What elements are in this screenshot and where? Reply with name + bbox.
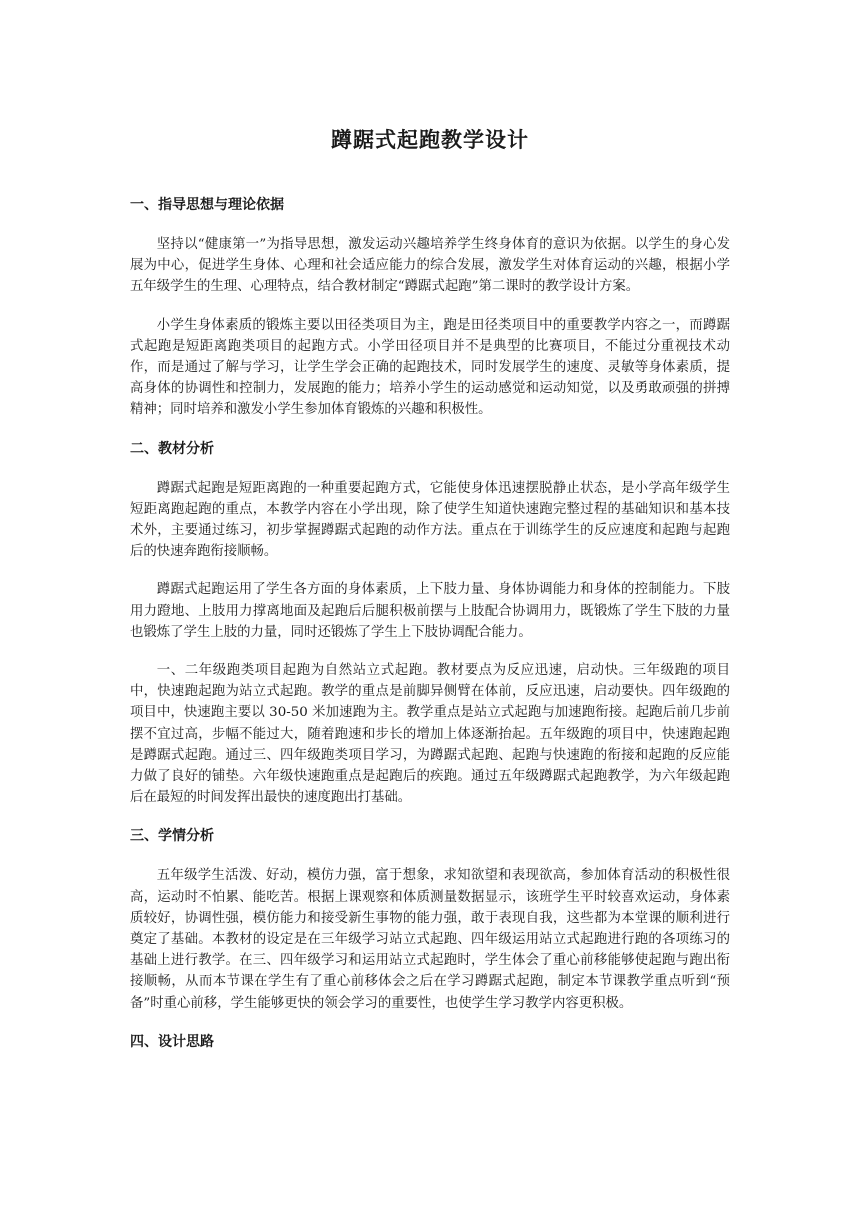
section-student-analysis	[130, 825, 730, 1013]
section-heading: 三、学情分析	[130, 828, 214, 845]
document-body	[130, 194, 730, 1071]
paragraph: 五年级学生活泼、好动，模仿力强，富于想象，求知欲望和表现欲高，参加体育活动的积极性很高，运动时不怕累、能吃苦。根据上课观察和体质测量数据显示，该班学生平时较喜欢运动，身体素质较好，协调性强，模仿能力和接受新生事物的能力强，敢于表现自我，这些都为本堂课的顺利进行奠定了基础。本教材的设定是在三年级学习站立式起跑、四年级运用站立式起跑进行跑的各项练习的基础上进行教学。在三、四年级学习和运用站立式起跑时，学生体会了重心前移能够使起跑与跑出衔接顺畅，从而本节课在学生有了重心前移体会之后在学习蹲踞式起跑，制定本节课教学重点听到“预备”时重心前移，学生能够更快的领会学习的重要性，也使学生学习教学内容更积极。	[130, 868, 730, 1011]
section-heading: 四、设计思路	[130, 1033, 214, 1050]
paragraph: 一、二年级跑类项目起跑为自然站立式起跑。教材要点为反应迅速，启动快。三年级跑的项目中，快速跑起跑为站立式起跑。教学的重点是前脚异侧臂在体前，反应迅速，启动要快。四年级跑的项目中，快速跑主要以 30-50 米加速跑为主。教学重点是站立式起跑与加速跑衔接。起跑后前几步前摆不宜过高，步幅不能过大，随着跑速和步长的增加上体逐渐抬起。五年级跑的项目中，快速跑起跑是蹲踞式起跑。通过三、四年级跑类项目学习，为蹲踞式起跑、起跑与快速跑的衔接和起跑的反应能力做了良好的铺垫。六年级快速跑重点是起跑后的疾跑。通过五年级蹲踞式起跑教学，为六年级起跑后在最短的时间发挥出最快的速度跑出打基础。	[130, 663, 730, 806]
page-title: 蹲踞式起跑教学设计	[331, 128, 529, 152]
paragraph: 小学生身体素质的锻炼主要以田径类项目为主，跑是田径类项目中的重要教学内容之一，而蹲踞式起跑是短距离跑类项目的起跑方式。小学田径项目并不是典型的比赛项目，不能过分重视技术动作，而是通过了解与学习，让学生学会正确的起跑技术，同时发展学生的速度、灵敏等身体素质，提高身体的协调性和控制力，发展跑的能力；培养小学生的运动感觉和运动知觉，以及勇敢顽强的拼搏精神；同时培养和激发小学生参加体育锻炼的兴趣和积极性。	[130, 317, 730, 418]
section-heading: 一、指导思想与理论依据	[130, 197, 284, 213]
paragraph: 蹲踞式起跑运用了学生各方面的身体素质，上下肢力量、身体协调能力和身体的控制能力。下肢用力蹬地、上肢用力撑离地面及起跑后后腿积极前摆与上肢配合协调用力，既锻炼了学生下肢的力量也锻炼了学生上肢的力量，同时还锻炼了学生上下肢协调配合能力。	[130, 582, 730, 640]
paragraph: 蹲踞式起跑是短距离跑的一种重要起跑方式，它能使身体迅速摆脱静止状态，是小学高年级学生短距离跑起跑的重点，本教学内容在小学出现，除了使学生知道快速跑完整过程的基础知识和基本技术外，主要通过练习，初步掌握蹲踞式起跑的动作方法。重点在于训练学生的反应速度和起跑与起跑后的快速奔跑衔接顺畅。	[130, 480, 730, 560]
section-textbook-analysis	[130, 438, 730, 809]
section-design-approach	[130, 1031, 730, 1053]
section-guiding-ideology	[130, 194, 730, 421]
paragraph: 坚持以“健康第一”为指导思想，激发运动兴趣培养学生终身体育的意识为依据。以学生的身心发展为中心，促进学生身体、心理和社会适应能力的综合发展，激发学生对体育运动的兴趣，根据小学五年级学生的生理、心理特点，结合教材制定“蹲踞式起跑”第二课时的教学设计方案。	[130, 237, 730, 295]
section-heading: 二、教材分析	[130, 440, 214, 457]
